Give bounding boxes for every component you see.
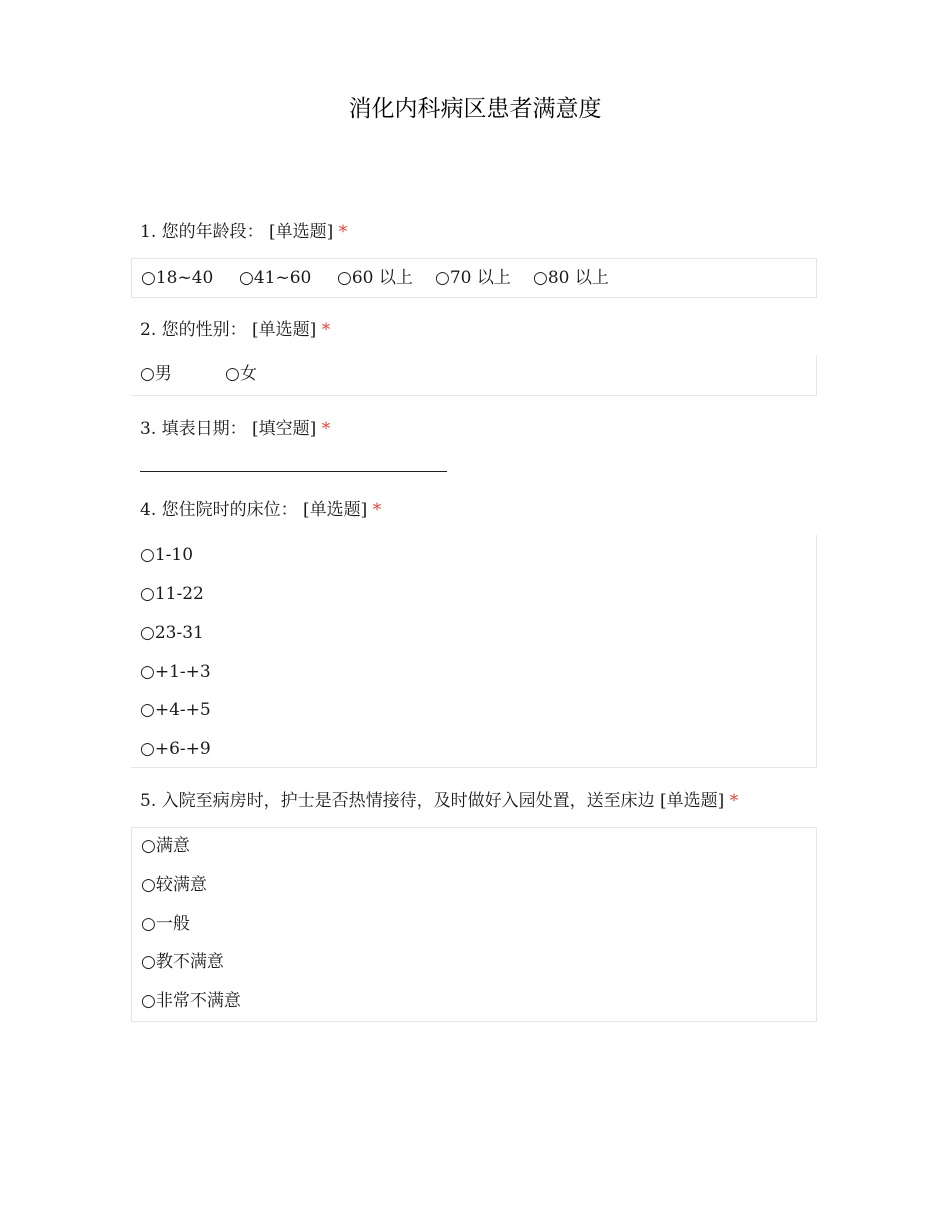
question-1: [140, 220, 347, 244]
bed-option-5[interactable]: ○+4-+5: [140, 700, 211, 720]
question-5-options: [131, 827, 817, 1022]
gender-option-male[interactable]: ○男: [140, 364, 172, 384]
age-option-41-60[interactable]: ○41~60: [239, 268, 312, 288]
question-3-type: [填空题]: [252, 419, 317, 439]
required-mark: *: [321, 419, 331, 439]
question-5: [140, 789, 738, 813]
age-option-60-plus[interactable]: ○60 以上: [337, 268, 413, 288]
question-3-label: 3. 填表日期：: [140, 419, 247, 439]
satisfaction-option-5[interactable]: ○非常不满意: [141, 991, 241, 1011]
satisfaction-option-3[interactable]: ○一般: [141, 914, 190, 934]
question-4-label: 4. 您住院时的床位：: [140, 500, 298, 520]
age-option-18-40[interactable]: ○18~40: [141, 268, 214, 288]
question-1-type: [单选题]: [269, 222, 334, 242]
bed-option-1[interactable]: ○1-10: [140, 545, 194, 565]
satisfaction-option-1[interactable]: ○满意: [141, 836, 190, 856]
survey-title: 消化内科病区患者满意度: [348, 96, 602, 122]
question-1-options: [131, 258, 817, 298]
question-4-options: [131, 535, 817, 768]
bed-option-6[interactable]: ○+6-+9: [140, 739, 211, 759]
question-4-type: [单选题]: [303, 500, 368, 520]
required-mark: *: [372, 500, 382, 520]
question-3: [140, 417, 330, 441]
bed-option-3[interactable]: ○23-31: [140, 623, 204, 643]
question-5-type: [单选题]: [660, 791, 725, 811]
bed-option-4[interactable]: ○+1-+3: [140, 662, 211, 682]
required-mark: *: [321, 320, 331, 340]
question-5-label: 5. 入院至病房时，护士是否热情接待，及时做好入园处置，送至床边: [140, 791, 655, 811]
question-2-label: 2. 您的性别：: [140, 320, 247, 340]
satisfaction-option-2[interactable]: ○较满意: [141, 875, 207, 895]
question-4: [140, 498, 381, 522]
age-option-70-plus[interactable]: ○70 以上: [435, 268, 511, 288]
required-mark: *: [729, 791, 739, 811]
question-2: [140, 318, 330, 342]
question-1-label: 1. 您的年龄段：: [140, 222, 264, 242]
bed-option-2[interactable]: ○11-22: [140, 584, 204, 604]
question-2-options: [131, 355, 817, 396]
age-option-80-plus[interactable]: ○80 以上: [533, 268, 609, 288]
gender-option-female[interactable]: ○女: [225, 364, 257, 384]
required-mark: *: [338, 222, 348, 242]
date-fill-blank[interactable]: [140, 471, 447, 472]
question-2-type: [单选题]: [252, 320, 317, 340]
satisfaction-option-4[interactable]: ○教不满意: [141, 952, 224, 972]
